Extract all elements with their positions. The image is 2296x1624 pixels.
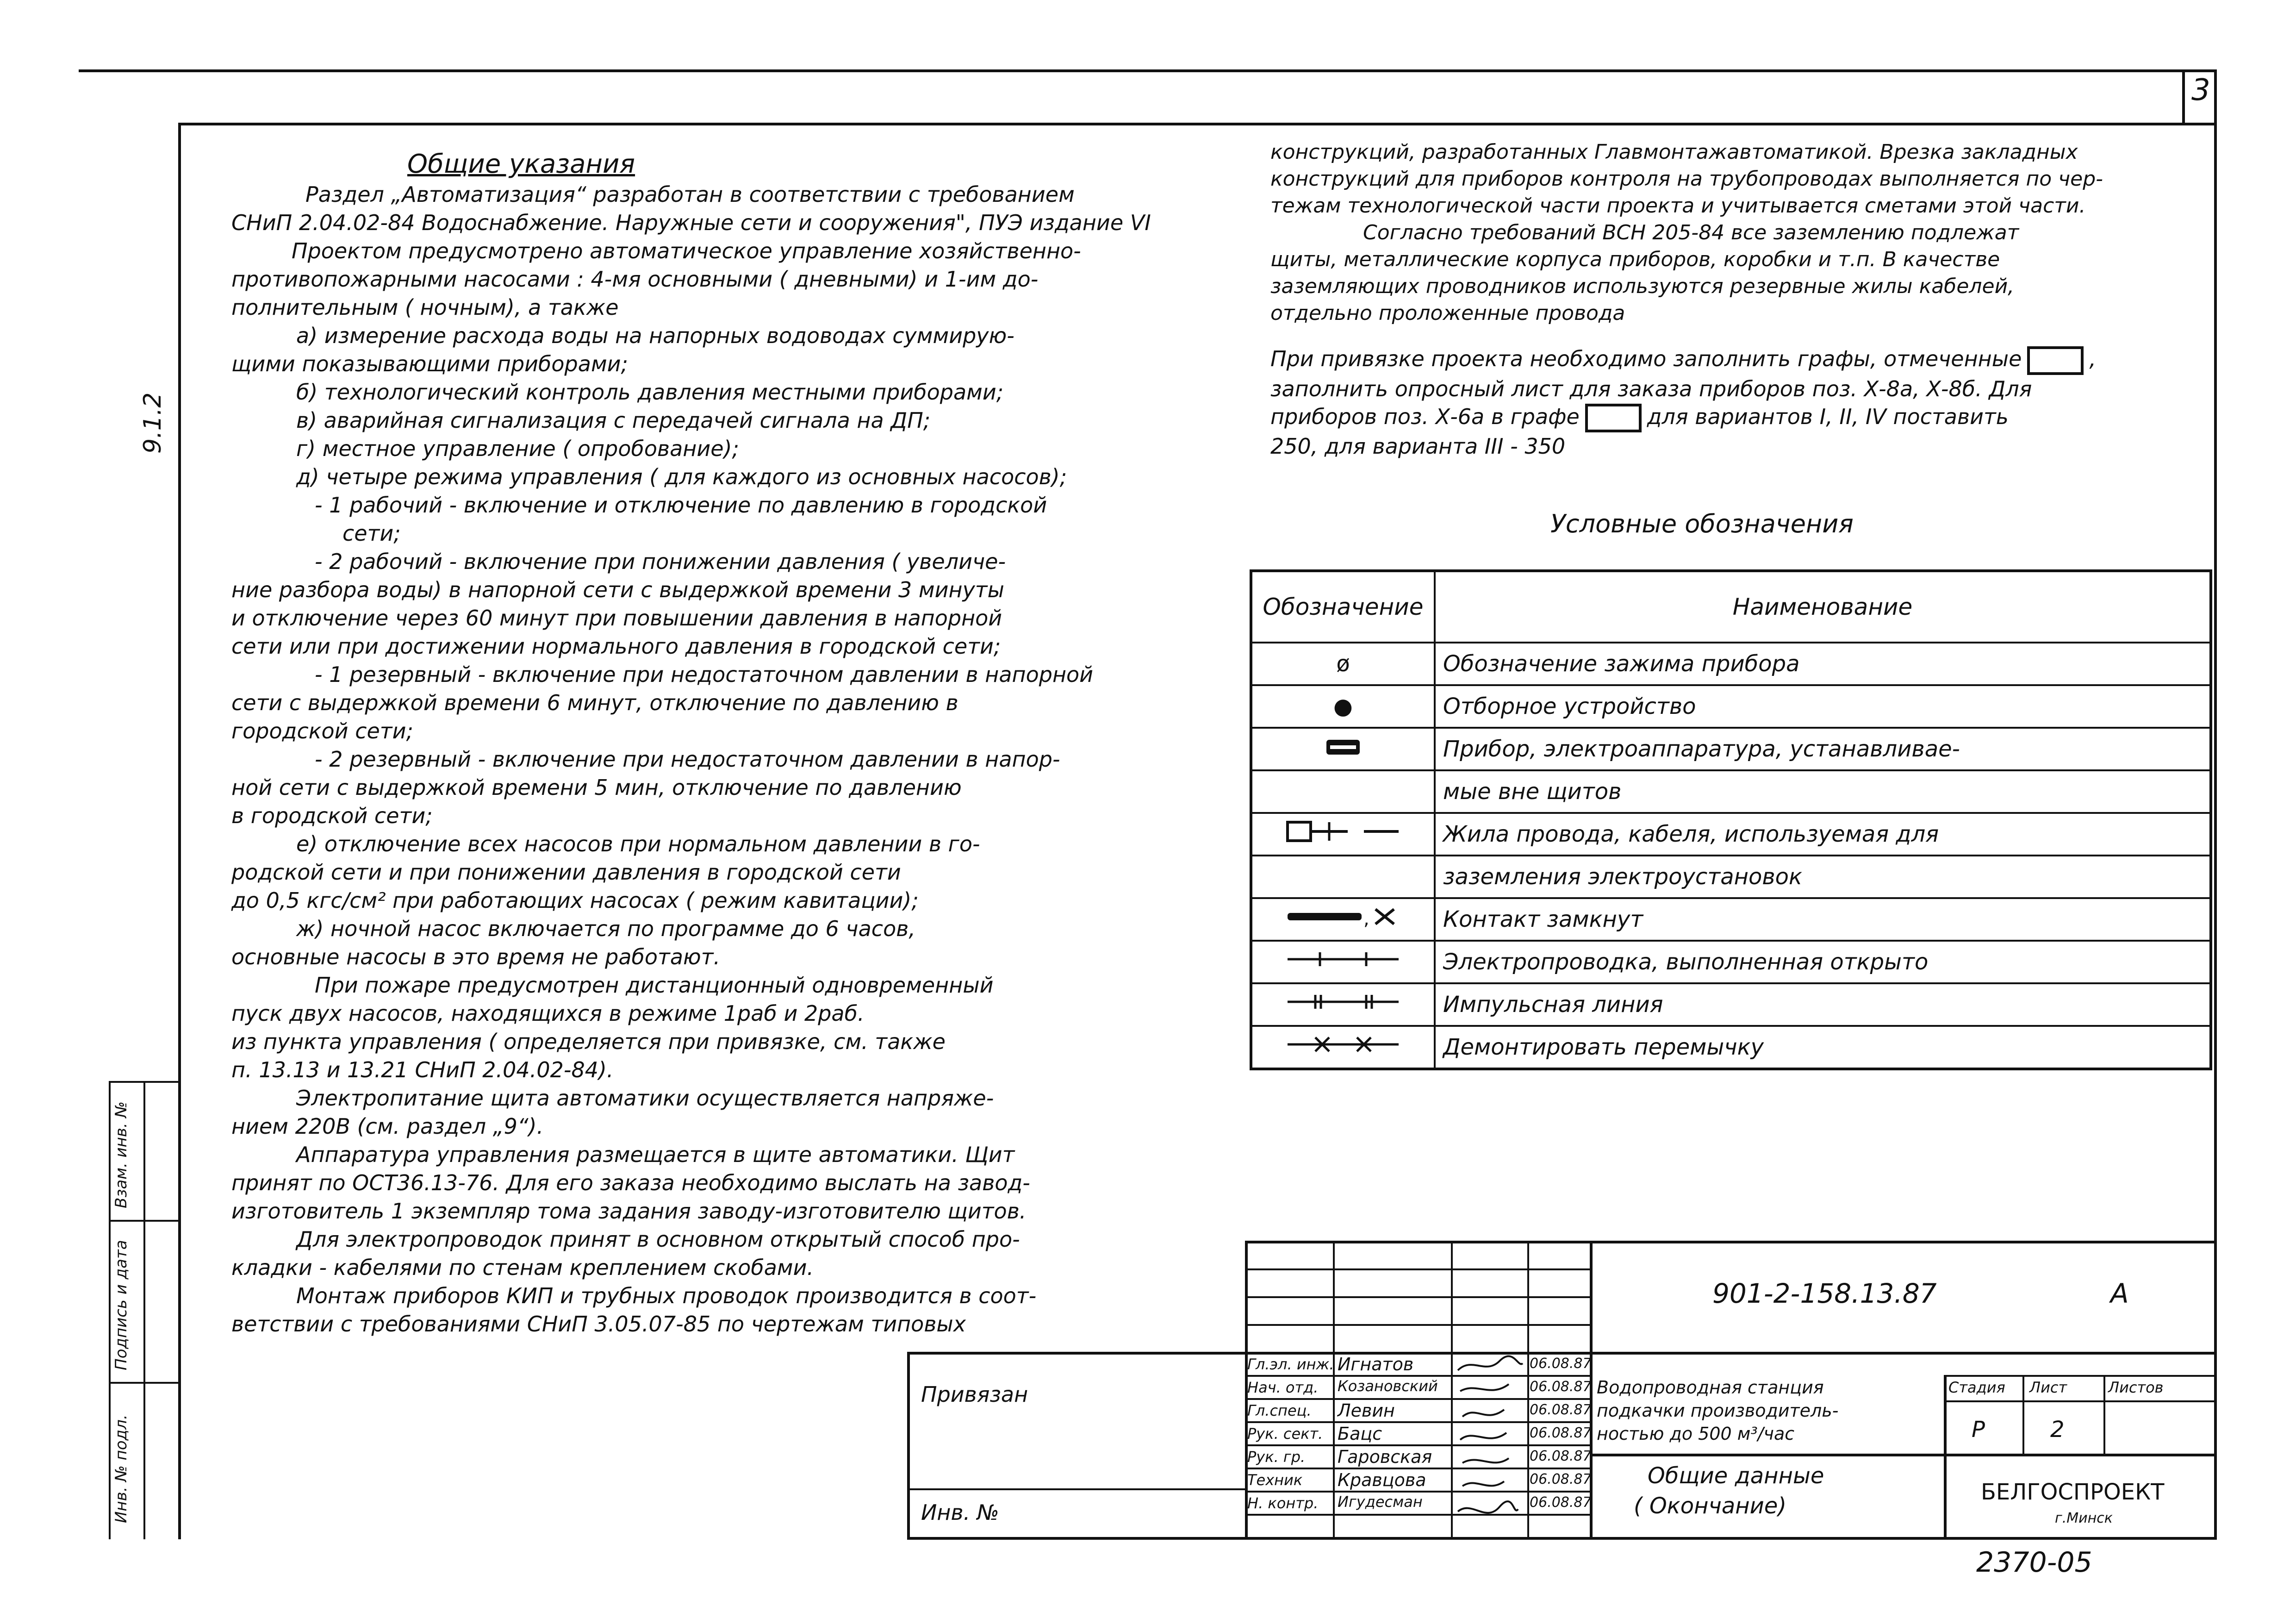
tb-object-name: Водопроводная станция — [1597, 1377, 1824, 1398]
tb-attached-line — [907, 1352, 1245, 1355]
open-wiring-symbol-icon — [1251, 941, 1435, 983]
legend-row-name: Обозначение зажима прибора — [1435, 643, 2211, 685]
text-line: СНиП 2.04.02-84 Водоснабжение. Наружные сети и сооружения", ПУЭ издание VI — [231, 210, 1151, 235]
text-line: б) технологический контроль давления местными приборами; — [296, 380, 1004, 405]
text-line: 250, для варианта III - 350 — [1270, 434, 1566, 459]
text-line: пуск двух насосов, находящихся в режиме 1раб и 2раб. — [231, 1001, 865, 1026]
text-fragment: для вариантов I, II, IV поставить — [1647, 404, 2009, 429]
general-notes-title: Общие указания — [407, 149, 635, 179]
tb-role-line — [1245, 1444, 1590, 1446]
text-line: Раздел „Автоматизация“ разработан в соответствии с требованием — [305, 182, 1075, 207]
tb-role-line — [1245, 1398, 1590, 1400]
legend-row — [1251, 1026, 2211, 1069]
legend-table — [1250, 569, 2212, 1070]
legend-row — [1251, 685, 2211, 728]
text-line: изготовитель 1 экземпляр тома задания заводу-изготовителю щитов. — [231, 1199, 1027, 1224]
tb-sheet-label: Лист — [2029, 1379, 2067, 1396]
text-line: Электропитание щита автоматики осуществляется напряже- — [296, 1086, 994, 1111]
side-stamp-inv-original: Инв. № подл. — [112, 1414, 131, 1523]
tb-role: Техник — [1247, 1471, 1303, 1489]
text-line: сети; — [342, 521, 401, 546]
text-line: ной сети с выдержкой времени 5 мин, отключение по давлению — [231, 775, 962, 800]
text-line: Аппаратура управления размещается в щите автоматики. Щит — [296, 1142, 1015, 1167]
tb-person: Игнатов — [1338, 1354, 1414, 1374]
text-line: и отключение через 60 минут при повышении давления в напорной — [231, 606, 1002, 631]
tb-date: 06.08.87 — [1530, 1471, 1592, 1487]
tb-stage-line — [1944, 1400, 2214, 1402]
legend-row-name: Прибор, электроаппаратура, устанавливае- — [1435, 728, 2211, 770]
tb-date: 06.08.87 — [1530, 1355, 1592, 1372]
tb-role-line — [1245, 1491, 1590, 1493]
text-line: заполнить опросный лист для заказа приборов поз. Х-8а, Х-8б. Для — [1270, 376, 2032, 401]
text-line: сети с выдержкой времени 6 минут, отключение по давлению в — [231, 690, 958, 715]
text-line: сети или при достижении нормального давления в городской сети; — [231, 634, 1001, 659]
tb-top-line — [1245, 1241, 2214, 1243]
tb-line — [1245, 1268, 1590, 1270]
legend-row — [1251, 813, 2211, 856]
text-line: заземляющих проводников используются резервные жилы кабелей, — [1270, 275, 2015, 298]
text-line: ние разбора воды) в напорной сети с выдержкой времени 3 минуты — [231, 577, 1004, 602]
fill-box-icon — [1585, 404, 1642, 432]
text-line: ветствии с требованиями СНиП 3.05.07-85 по чертежам типовых — [231, 1312, 966, 1337]
tb-attached-label: Привязан — [921, 1382, 1028, 1407]
text-line: из пункта управления ( определяется при привязке, см. также — [231, 1029, 946, 1054]
legend-row-name: Демонтировать перемычку — [1435, 1026, 2211, 1069]
tb-person: Гаровская — [1338, 1447, 1432, 1467]
text-line: г) местное управление ( опробование); — [296, 436, 740, 461]
text-line: - 2 рабочий - включение при понижении давления ( увеличе- — [315, 549, 1006, 574]
tb-line — [1245, 1324, 1590, 1326]
svg-text:,: , — [1363, 908, 1369, 930]
page-number: 3 — [2191, 73, 2210, 107]
side-stamp-border-2 — [143, 1081, 145, 1539]
text-line: - 1 рабочий - включение и отключение по давлению в городской — [315, 493, 1047, 518]
text-line: городской сети; — [231, 718, 413, 743]
text-line: до 0,5 кгс/см² при работающих насосах ( режим кавитации); — [231, 888, 919, 913]
sampling-device-symbol-icon: ● — [1251, 685, 1435, 728]
legend-title: Условные обозначения — [1550, 509, 1854, 538]
tb-city: г.Минск — [2055, 1510, 2113, 1526]
text-line: родской сети и при понижении давления в городской сети — [231, 860, 901, 885]
text-line: п. 13.13 и 13.21 СНиП 2.04.02-84). — [231, 1057, 614, 1082]
tb-role: Нач. отд. — [1247, 1379, 1319, 1396]
frame-top — [178, 123, 2217, 125]
legend-header-name: Наименование — [1435, 571, 2211, 643]
text-line: щиты, металлические корпуса приборов, коробки и т.п. В качестве — [1270, 248, 2000, 271]
text-line: е) отключение всех насосов при нормальном давлении в го- — [296, 831, 980, 856]
text-line: противопожарными насосами : 4-мя основными ( дневными) и 1-им до- — [231, 267, 1039, 292]
tb-doc-code: 901-2-158.13.87 — [1712, 1278, 1937, 1309]
text-line: полнительным ( ночным), а также — [231, 295, 619, 320]
text-line: основные насосы в это время не работают. — [231, 944, 721, 969]
text-line: в) аварийная сигнализация с передачей сигнала на ДП; — [296, 408, 931, 433]
tb-role: Н. контр. — [1247, 1494, 1319, 1512]
tb-inv-label: Инв. № — [921, 1500, 999, 1525]
tb-object-name: подкачки производитель- — [1597, 1400, 1839, 1421]
legend-header-symbol: Обозначение — [1251, 571, 1435, 643]
tb-line — [1245, 1296, 1590, 1298]
legend-header-row — [1251, 571, 2211, 643]
tb-role-line — [1245, 1421, 1590, 1423]
frame-right — [2214, 69, 2217, 1539]
tb-stage-label: Стадия — [1948, 1379, 2005, 1396]
tb-inv-line — [907, 1488, 1245, 1490]
tb-date: 06.08.87 — [1530, 1425, 1592, 1441]
tb-date: 06.08.87 — [1530, 1494, 1592, 1511]
text-line: в городской сети; — [231, 803, 433, 828]
legend-row-name: Отборное устройство — [1435, 685, 2211, 728]
legend-row — [1251, 728, 2211, 770]
tb-role: Гл.спец. — [1247, 1402, 1312, 1419]
legend-row — [1251, 643, 2211, 685]
text-line: - 1 резервный - включение при недостаточном давлении в напорной — [315, 662, 1094, 687]
dismantle-jumper-symbol-icon — [1251, 1026, 1435, 1069]
tb-col — [1333, 1241, 1335, 1537]
text-line: щими показывающими приборами; — [231, 351, 628, 376]
legend-row — [1251, 770, 2211, 813]
fill-box-icon — [2027, 346, 2084, 375]
text-line: д) четыре режима управления ( для каждого из основных насосов); — [296, 464, 1067, 489]
grounding-wire-symbol-icon — [1251, 813, 1435, 856]
terminal-symbol-icon: ø — [1251, 643, 1435, 685]
side-top-mark: 9.1.2 — [139, 392, 167, 454]
tb-person: Игудесман — [1338, 1493, 1423, 1511]
legend-row — [1251, 856, 2211, 898]
text-line: конструкций для приборов контроля на трубопроводах выполняется по чер- — [1270, 167, 2103, 191]
text-fragment: При привязке проекта необходимо заполнить графы, отмеченные — [1270, 346, 2022, 371]
tb-date: 06.08.87 — [1530, 1402, 1592, 1418]
legend-empty-symbol — [1251, 770, 1435, 813]
text-line — [1270, 403, 2196, 433]
tb-date: 06.08.87 — [1530, 1448, 1592, 1464]
top-rule — [79, 69, 2217, 72]
tb-stage-col — [2103, 1375, 2105, 1454]
legend-row — [1251, 898, 2211, 941]
tb-sheet: 2 — [2050, 1417, 2065, 1443]
side-stamp-signature-date: Подпись и дата — [112, 1240, 131, 1370]
tb-sheet-letter: А — [2110, 1278, 2129, 1309]
tb-role-line — [1245, 1514, 1590, 1516]
signatures-icon — [1453, 1354, 1527, 1525]
tb-sheet-title: ( Окончание) — [1634, 1493, 1787, 1519]
tb-org: БЕЛГОСПРОЕКТ — [1981, 1479, 2165, 1505]
tb-stage-line — [1944, 1375, 2214, 1377]
contact-closed-symbol-icon — [1251, 898, 1435, 941]
frame-bottom — [907, 1537, 2217, 1540]
attachment-note — [1270, 345, 2196, 460]
text-line: ж) ночной насос включается по программе до 6 часов, — [296, 916, 915, 941]
tb-object-name: ностью до 500 м³/час — [1597, 1424, 1795, 1444]
tb-sheets-label: Листов — [2108, 1379, 2164, 1396]
side-stamp-line — [109, 1382, 178, 1384]
tb-name-line — [1590, 1454, 2214, 1456]
tb-attached-left — [907, 1352, 910, 1537]
text-line: тежам технологической части проекта и учитывается сметами этой части. — [1270, 194, 2086, 218]
tb-role-line — [1245, 1468, 1590, 1469]
text-line: Согласно требований ВСН 205-84 все заземлению подлежат — [1363, 221, 2019, 244]
text-fragment: приборов поз. Х-6а в графе — [1270, 404, 1580, 429]
legend-row-name: Жила провода, кабеля, используемая для — [1435, 813, 2211, 856]
general-notes-continuation — [1270, 139, 2196, 327]
tb-stage: Р — [1972, 1417, 1985, 1443]
text-line: Монтаж приборов КИП и трубных проводок производится в соот- — [296, 1283, 1037, 1308]
text-line: а) измерение расхода воды на напорных водоводах суммирую- — [296, 323, 1014, 348]
text-line: Для электропроводок принят в основном открытый способ про- — [296, 1227, 1020, 1252]
device-outside-panel-symbol-icon — [1251, 728, 1435, 770]
tb-role: Рук. сект. — [1247, 1425, 1323, 1443]
tb-person: Левин — [1338, 1400, 1395, 1421]
frame-left — [178, 123, 181, 1539]
side-stamp-replace-inv: Взам. инв. № — [112, 1101, 131, 1208]
legend-empty-symbol — [1251, 856, 1435, 898]
tb-col — [1451, 1241, 1453, 1537]
tb-col — [1527, 1241, 1529, 1537]
legend-row — [1251, 983, 2211, 1026]
text-line: кладки - кабелями по стенам креплением скобами. — [231, 1255, 814, 1280]
text-line: нием 220В (см. раздел „9“). — [231, 1114, 544, 1139]
text-line: - 2 резервный - включение при недостаточном давлении в напор- — [315, 747, 1060, 772]
legend-row-name: Электропроводка, выполненная открыто — [1435, 941, 2211, 983]
tb-role-line — [1245, 1375, 1590, 1377]
text-line: конструкций, разработанных Главмонтажавтоматикой. Врезка закладных — [1270, 140, 2078, 164]
side-stamp-border — [109, 1081, 111, 1539]
text-line: При привязке проекта необходимо заполнить графы, отмеченные , — [1270, 345, 2196, 375]
tb-person: Кравцова — [1338, 1470, 1426, 1490]
legend-row — [1251, 941, 2211, 983]
tb-role: Гл.эл. инж. — [1247, 1355, 1334, 1373]
text-line: Проектом предусмотрено автоматическое управление хозяйственно- — [292, 238, 1081, 263]
impulse-line-symbol-icon — [1251, 983, 1435, 1026]
tb-role: Рук. гр. — [1247, 1448, 1306, 1466]
legend-row-name: Контакт замкнут — [1435, 898, 2211, 941]
text-line: отдельно проложенные провода — [1270, 301, 1625, 325]
tb-stage-col — [2022, 1375, 2024, 1454]
tb-date: 06.08.87 — [1530, 1379, 1592, 1395]
side-stamp-line — [109, 1081, 178, 1083]
legend-row-name: мые вне щитов — [1435, 770, 2211, 813]
text-line: принят по ОСТ36.13-76. Для его заказа необходимо выслать на завод- — [231, 1170, 1030, 1195]
legend-row-name: заземления электроустановок — [1435, 856, 2211, 898]
tb-stage-col — [1944, 1375, 1947, 1537]
page-number-box — [2182, 69, 2185, 123]
tb-person: Козановский — [1338, 1377, 1438, 1395]
tb-sheet-title: Общие данные — [1648, 1463, 1824, 1489]
legend-row-name: Импульсная линия — [1435, 983, 2211, 1026]
tb-archive-no: 2370-05 — [1976, 1546, 2092, 1579]
general-notes-text — [231, 181, 1185, 1338]
tb-person: Бацс — [1338, 1424, 1382, 1444]
side-stamp-line — [109, 1220, 178, 1222]
text-line: При пожаре предусмотрен дистанционный одновременный — [315, 973, 994, 998]
